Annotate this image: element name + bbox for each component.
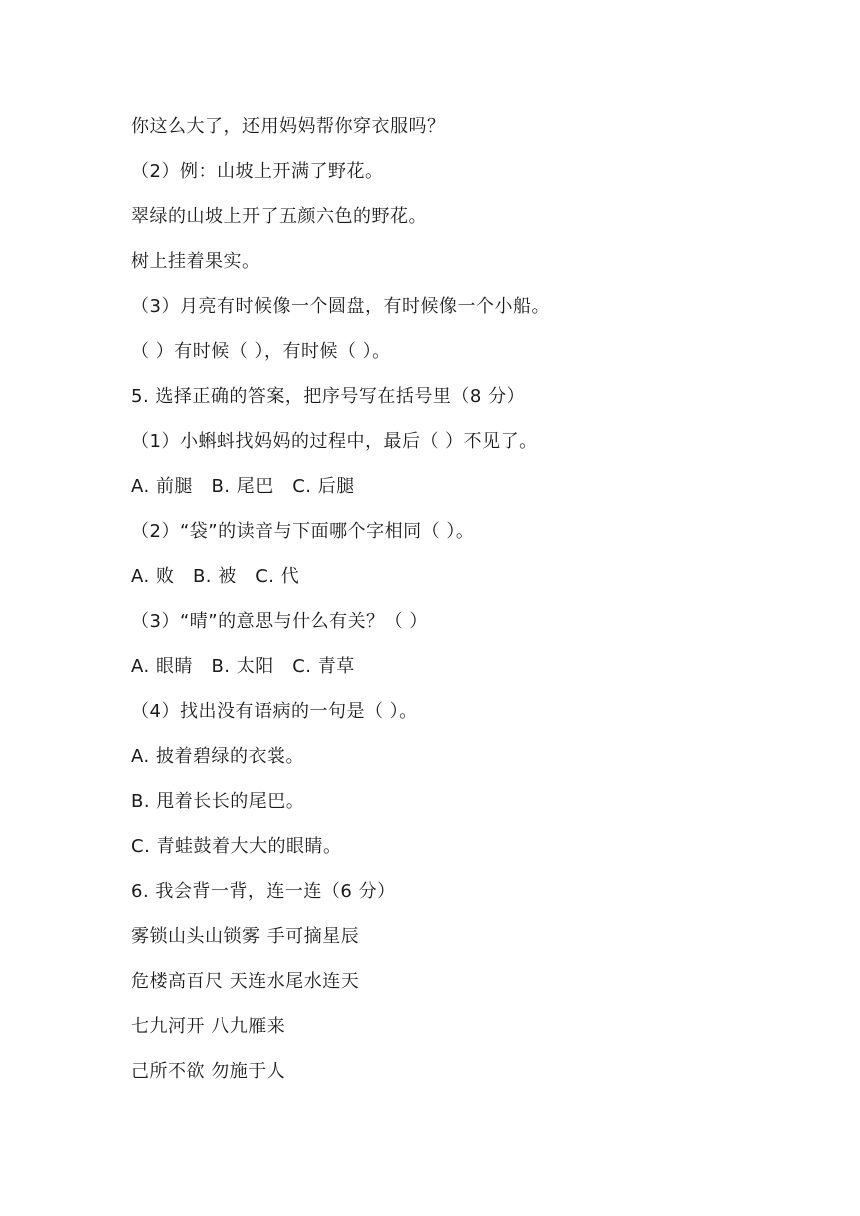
section-heading-5: 5. 选择正确的答案，把序号写在括号里（8 分） [131,386,526,407]
text-line-fruit-sentence: 树上挂着果实。 [131,251,261,272]
document-text-lines [131,113,771,1103]
question-5-4-option-a: A. 披着碧绿的衣裳。 [131,746,304,767]
question-5-3: （3）“晴”的意思与什么有关？（ ） [131,611,428,632]
question-5-2-options: A. 败 B. 被 C. 代 [131,566,300,587]
question-5-3-options: A. 眼睛 B. 太阳 C. 青草 [131,656,355,677]
question-5-2: （2）“袋”的读音与下面哪个字相同（ ）。 [131,521,475,542]
text-line-example-answer: 翠绿的山坡上开了五颜六色的野花。 [131,206,427,227]
question-5-1: （1）小蝌蚪找妈妈的过程中，最后（ ）不见了。 [131,431,538,452]
question-5-4-option-b: B. 甩着长长的尾巴。 [131,791,305,812]
text-line-question-2-example: （2）例：山坡上开满了野花。 [131,161,384,182]
text-line-fill-blank-pattern: （ ）有时候（ ），有时候（ ）。 [131,341,391,362]
text-line-question-3-moon: （3）月亮有时候像一个圆盘，有时候像一个小船。 [131,296,550,317]
question-5-1-options: A. 前腿 B. 尾巴 C. 后腿 [131,476,355,497]
question-5-4: （4）找出没有语病的一句是（ ）。 [131,701,418,722]
matching-line-3: 七九河开 八九雁来 [131,1016,286,1037]
matching-line-2: 危楼高百尺 天连水尾水连天 [131,971,360,992]
matching-line-1: 雾锁山头山锁雾 手可摘星辰 [131,926,360,947]
matching-line-4: 己所不欲 勿施于人 [131,1061,286,1082]
question-5-4-option-c: C. 青蛙鼓着大大的眼睛。 [131,836,342,857]
text-line-previous-sentence: 你这么大了，还用妈妈帮你穿衣服吗？ [131,116,446,137]
section-heading-6: 6. 我会背一背，连一连（6 分） [131,881,396,902]
